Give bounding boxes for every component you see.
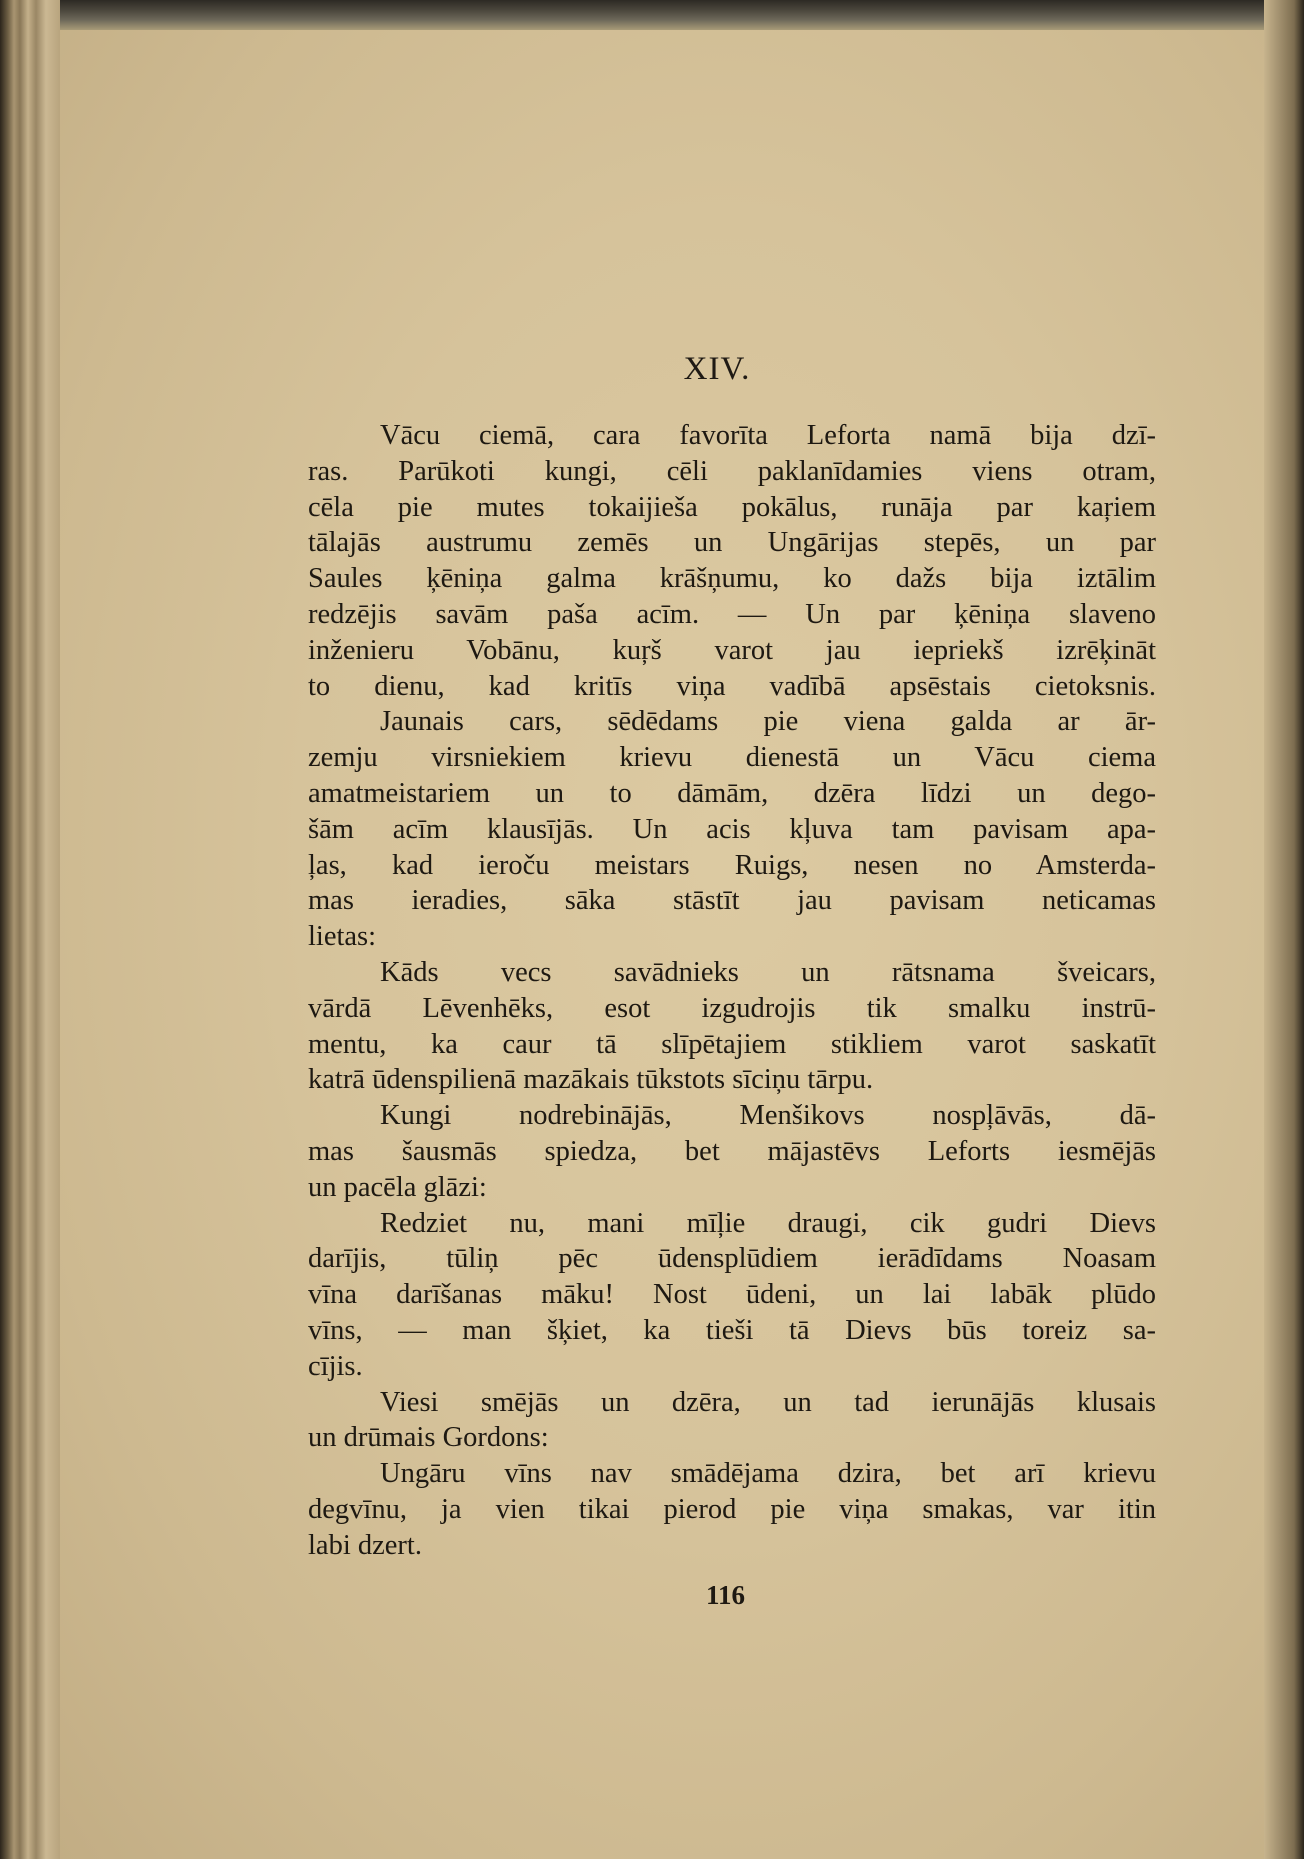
text-line: šām acīm klausījās. Un acis kļuva tam pavisam apa- (308, 813, 1156, 845)
text-line: un pacēla glāzi: (308, 1171, 487, 1203)
text-line: zemju virsniekiem krievu dienestā un Vācu ciema (308, 742, 1156, 774)
book-right-edge (1264, 0, 1304, 1859)
text-line: Ungāru vīns nav smādējama dzira, bet arī krievu (380, 1458, 1156, 1490)
text-line: Vācu ciemā, cara favorīta Leforta namā bija dzī- (380, 420, 1156, 451)
text-line: redzējis savām paša acīm. — Un par ķēniņa slaveno (308, 598, 1156, 630)
text-line: degvīnu, ja vien tikai pierod pie viņa smakas, var itin (308, 1493, 1156, 1525)
page-number: 116 (706, 1580, 746, 1610)
text-line: un drūmais Gordons: (308, 1422, 549, 1454)
text-line: Kāds vecs savādnieks un rātsnama šveicars, (380, 956, 1156, 988)
text-line: tālajās austrumu zemēs un Ungārijas stepēs, un par (308, 527, 1156, 559)
text-line: katrā ūdenspilienā mazākais tūkstots sīciņu tārpu. (308, 1064, 874, 1096)
text-line: Saules ķēniņa galma krāšņumu, ko dažs bija iztālim (308, 563, 1156, 595)
text-line: inženieru Vobānu, kuŗš varot jau iepriekš izrēķināt (308, 634, 1156, 666)
text-line: Jaunais cars, sēdēdams pie viena galda ar ār- (380, 706, 1156, 738)
body-text (308, 418, 1156, 1564)
text-line: vīna darīšanas māku! Nost ūdeni, un lai labāk plūdo (308, 1279, 1156, 1311)
chapter-heading: XIV. (683, 351, 751, 387)
text-line: ras. Parūkoti kungi, cēli paklanīdamies viens otram, (308, 455, 1156, 487)
text-line: Viesi smējās un dzēra, un tad ierunājās klusais (380, 1386, 1156, 1418)
text-line: lietas: (308, 921, 377, 953)
text-line: mentu, ka caur tā slīpētajiem stikliem varot saskatīt (308, 1028, 1156, 1060)
text-line: vīns, — man šķiet, ka tieši tā Dievs būs toreiz sa- (308, 1314, 1156, 1346)
text-line: vārdā Lēvenhēks, esot izgudrojis tik smalku instrū- (308, 992, 1156, 1024)
text-line: cījis. (308, 1350, 363, 1382)
book-binding (0, 0, 60, 1859)
text-line: labi dzert. (308, 1529, 422, 1561)
text-line: mas ieradies, sāka stāstīt jau pavisam neticamas (308, 885, 1156, 917)
text-line: Redziet nu, mani mīļie draugi, cik gudri Dievs (380, 1207, 1156, 1239)
text-line: darījis, tūliņ pēc ūdensplūdiem ierādīdams Noasam (308, 1243, 1156, 1275)
text-line: Kungi nodrebinājās, Menšikovs nospļāvās, dā- (380, 1100, 1156, 1132)
text-line: to dienu, kad kritīs viņa vadībā apsēstais cietoksnis. (308, 670, 1156, 702)
text-line: amatmeistariem un to dāmām, dzēra līdzi un dego- (308, 777, 1156, 809)
text-line: cēla pie mutes tokaijieša pokālus, runāja par kaŗiem (308, 491, 1156, 523)
text-line: ļas, kad ieroču meistars Ruigs, nesen no Amsterda- (308, 849, 1156, 881)
text-line: mas šausmās spiedza, bet mājastēvs Leforts iesmējās (308, 1135, 1156, 1167)
